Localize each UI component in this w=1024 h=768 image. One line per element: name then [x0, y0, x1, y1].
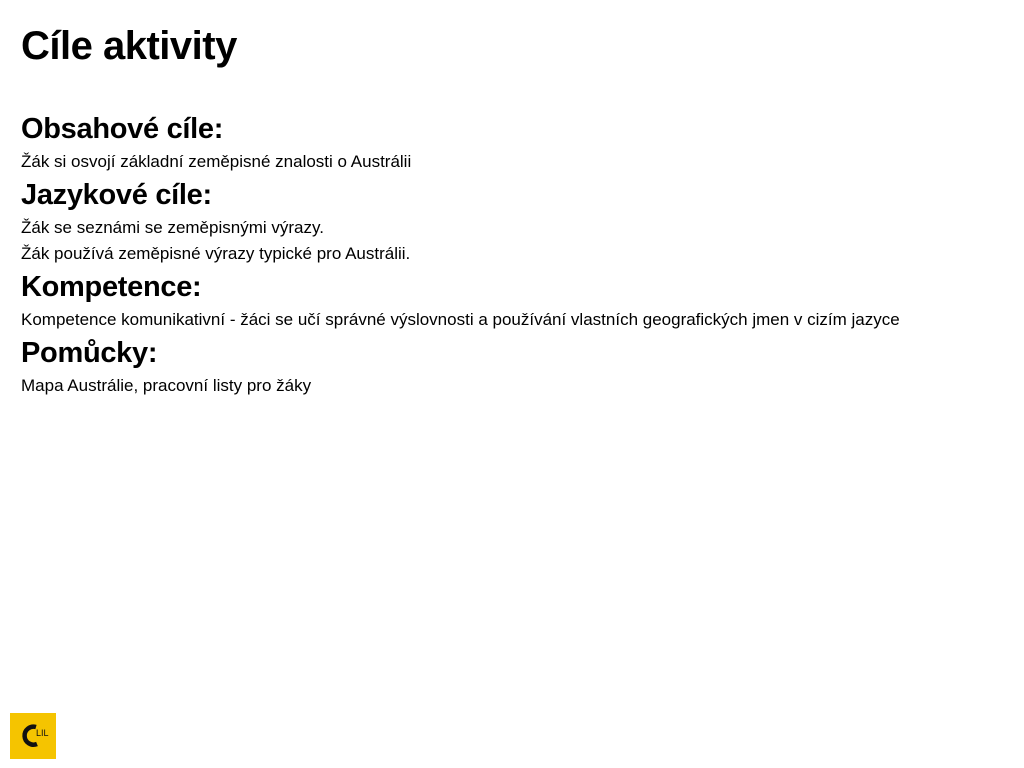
section-line: Žák používá zeměpisné výrazy typické pro Austrálii. — [21, 244, 411, 263]
clil-logo-icon — [10, 713, 56, 759]
section-line: Žák si osvojí základní zeměpisné znalosti o Austrálii — [21, 152, 412, 171]
section-heading: Obsahové cíle: — [21, 113, 224, 145]
section-line: Žák se seznámi se zeměpisnými výrazy. — [21, 218, 324, 237]
section-competence — [21, 267, 996, 333]
slide-content — [21, 109, 996, 399]
section-line: Kompetence komunikativní - žáci se učí správné výslovnosti a používání vlastních geografických jmen v cizím jazyce — [21, 310, 900, 329]
section-content-goals — [21, 109, 996, 175]
logo-text: LIL — [36, 728, 49, 738]
clil-logo-graphic — [10, 713, 56, 759]
section-heading: Jazykové cíle: — [21, 179, 212, 211]
section-heading: Pomůcky: — [21, 337, 158, 369]
section-heading: Kompetence: — [21, 271, 202, 303]
section-line: Mapa Austrálie, pracovní listy pro žáky — [21, 376, 312, 395]
section-aids — [21, 333, 996, 399]
slide-title: Cíle aktivity — [21, 24, 237, 68]
section-language-goals — [21, 175, 996, 267]
